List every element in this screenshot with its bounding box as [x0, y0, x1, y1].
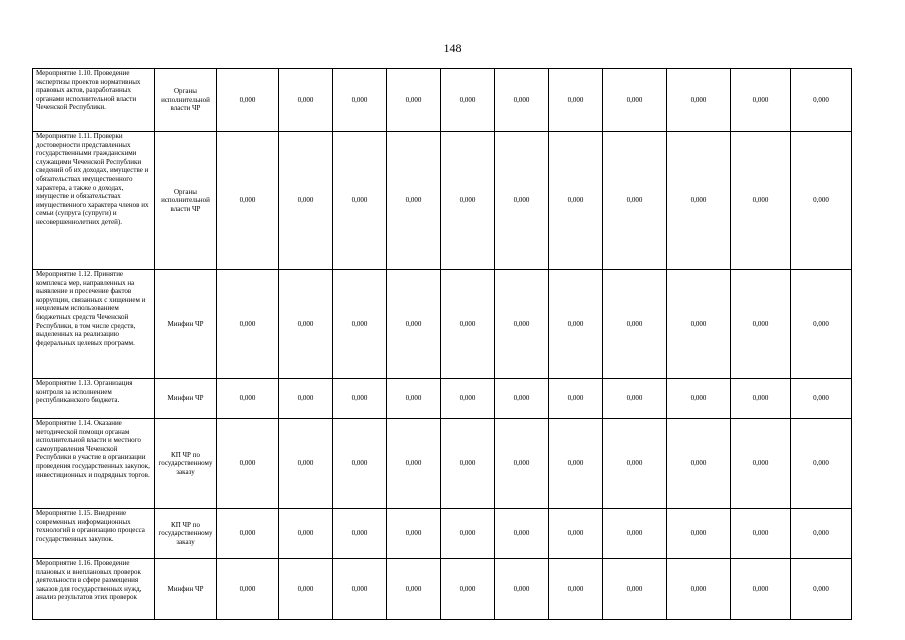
- value-cell: 0,000: [549, 132, 603, 270]
- value-cell: 0,000: [667, 509, 731, 559]
- value-cell: 0,000: [441, 509, 495, 559]
- value-cell: 0,000: [279, 379, 333, 419]
- value-cell: 0,000: [549, 270, 603, 379]
- value-cell: 0,000: [791, 509, 852, 559]
- activity-cell: Мероприятие 1.11. Проверки достоверности представленных государственными гражданскими служащими Чеченской Республики сведений об их доходах, имуществе и обязательствах имущественного характера, а также о доходах, имуществе и обязательствах имущественного характера членов их семьи (супруга (супруги) и несовершеннолетних детей).: [33, 132, 155, 270]
- value-cell: 0,000: [603, 379, 667, 419]
- value-cell: 0,000: [387, 559, 441, 620]
- value-cell: 0,000: [731, 379, 791, 419]
- value-cell: 0,000: [333, 559, 387, 620]
- table-row: [33, 509, 852, 559]
- value-cell: 0,000: [333, 379, 387, 419]
- value-cell: 0,000: [731, 270, 791, 379]
- value-cell: 0,000: [603, 270, 667, 379]
- value-cell: 0,000: [217, 69, 279, 132]
- executor-cell: Минфин ЧР: [155, 379, 217, 419]
- value-cell: 0,000: [279, 559, 333, 620]
- value-cell: 0,000: [731, 69, 791, 132]
- value-cell: 0,000: [387, 379, 441, 419]
- value-cell: 0,000: [217, 132, 279, 270]
- value-cell: 0,000: [495, 132, 549, 270]
- table-row: [33, 379, 852, 419]
- value-cell: 0,000: [549, 559, 603, 620]
- value-cell: 0,000: [667, 69, 731, 132]
- value-cell: 0,000: [667, 379, 731, 419]
- value-cell: 0,000: [441, 559, 495, 620]
- value-cell: 0,000: [279, 69, 333, 132]
- executor-cell: Минфин ЧР: [155, 270, 217, 379]
- value-cell: 0,000: [495, 69, 549, 132]
- value-cell: 0,000: [603, 419, 667, 509]
- program-activities-table: [32, 68, 852, 620]
- value-cell: 0,000: [549, 69, 603, 132]
- value-cell: 0,000: [387, 69, 441, 132]
- value-cell: 0,000: [387, 270, 441, 379]
- table-row: [33, 419, 852, 509]
- value-cell: 0,000: [217, 509, 279, 559]
- value-cell: 0,000: [441, 69, 495, 132]
- value-cell: 0,000: [791, 132, 852, 270]
- executor-cell: Органы исполнительной власти ЧР: [155, 132, 217, 270]
- value-cell: 0,000: [279, 419, 333, 509]
- value-cell: 0,000: [441, 419, 495, 509]
- value-cell: 0,000: [279, 509, 333, 559]
- value-cell: 0,000: [791, 270, 852, 379]
- value-cell: 0,000: [549, 509, 603, 559]
- value-cell: 0,000: [217, 379, 279, 419]
- value-cell: 0,000: [217, 419, 279, 509]
- value-cell: 0,000: [791, 69, 852, 132]
- value-cell: 0,000: [549, 379, 603, 419]
- value-cell: 0,000: [791, 419, 852, 509]
- value-cell: 0,000: [333, 419, 387, 509]
- value-cell: 0,000: [731, 419, 791, 509]
- value-cell: 0,000: [791, 559, 852, 620]
- value-cell: 0,000: [603, 69, 667, 132]
- activity-cell: Мероприятие 1.10. Проведение экспертизы проектов нормативных правовых актов, разработанных органами исполнительной власти Чеченской Республики.: [33, 69, 155, 132]
- value-cell: 0,000: [495, 379, 549, 419]
- executor-cell: Минфин ЧР: [155, 559, 217, 620]
- activity-cell: Мероприятие 1.16. Проведение плановых и внеплановых проверок деятельности в сфере размещения заказов для государственных нужд, анализ результатов этих проверок: [33, 559, 155, 620]
- table-row: [33, 69, 852, 132]
- value-cell: 0,000: [495, 559, 549, 620]
- activity-cell: Мероприятие 1.13. Организация контроля за исполнением республиканского бюджета.: [33, 379, 155, 419]
- value-cell: 0,000: [731, 509, 791, 559]
- value-cell: 0,000: [603, 559, 667, 620]
- executor-cell: КП ЧР по государственному заказу: [155, 419, 217, 509]
- value-cell: 0,000: [667, 270, 731, 379]
- value-cell: 0,000: [603, 509, 667, 559]
- table-body: [33, 69, 852, 620]
- value-cell: 0,000: [387, 509, 441, 559]
- value-cell: 0,000: [279, 270, 333, 379]
- table-row: [33, 132, 852, 270]
- value-cell: 0,000: [441, 379, 495, 419]
- value-cell: 0,000: [333, 132, 387, 270]
- value-cell: 0,000: [731, 132, 791, 270]
- value-cell: 0,000: [549, 419, 603, 509]
- value-cell: 0,000: [667, 559, 731, 620]
- value-cell: 0,000: [441, 270, 495, 379]
- value-cell: 0,000: [495, 270, 549, 379]
- value-cell: 0,000: [667, 419, 731, 509]
- executor-cell: КП ЧР по государственному заказу: [155, 509, 217, 559]
- value-cell: 0,000: [333, 509, 387, 559]
- value-cell: 0,000: [333, 69, 387, 132]
- page-number: 148: [443, 41, 462, 55]
- value-cell: 0,000: [731, 559, 791, 620]
- executor-cell: Органы исполнительной власти ЧР: [155, 69, 217, 132]
- activity-cell: Мероприятие 1.12. Принятие комплекса мер, направленных на выявление и пресечение фактов коррупции, связанных с хищением и нецелевым использованием бюджетных средств Чеченской Республики, в том числе средств, выделенных на реализацию федеральных целевых программ.: [33, 270, 155, 379]
- value-cell: 0,000: [495, 509, 549, 559]
- value-cell: 0,000: [217, 559, 279, 620]
- table-row: [33, 559, 852, 620]
- value-cell: 0,000: [495, 419, 549, 509]
- value-cell: 0,000: [387, 419, 441, 509]
- value-cell: 0,000: [279, 132, 333, 270]
- value-cell: 0,000: [667, 132, 731, 270]
- value-cell: 0,000: [333, 270, 387, 379]
- value-cell: 0,000: [791, 379, 852, 419]
- value-cell: 0,000: [603, 132, 667, 270]
- table-row: [33, 270, 852, 379]
- value-cell: 0,000: [387, 132, 441, 270]
- value-cell: 0,000: [441, 132, 495, 270]
- activity-cell: Мероприятие 1.14. Оказание методической помощи органам исполнительной власти и местного самоуправления Чеченской Республики в участие в организации проведения государственных закупок, инвестиционных и подрядных торгов.: [33, 419, 155, 509]
- value-cell: 0,000: [217, 270, 279, 379]
- activity-cell: Мероприятие 1.15. Внедрение современных информационных технологий в организацию процесса государственных закупок.: [33, 509, 155, 559]
